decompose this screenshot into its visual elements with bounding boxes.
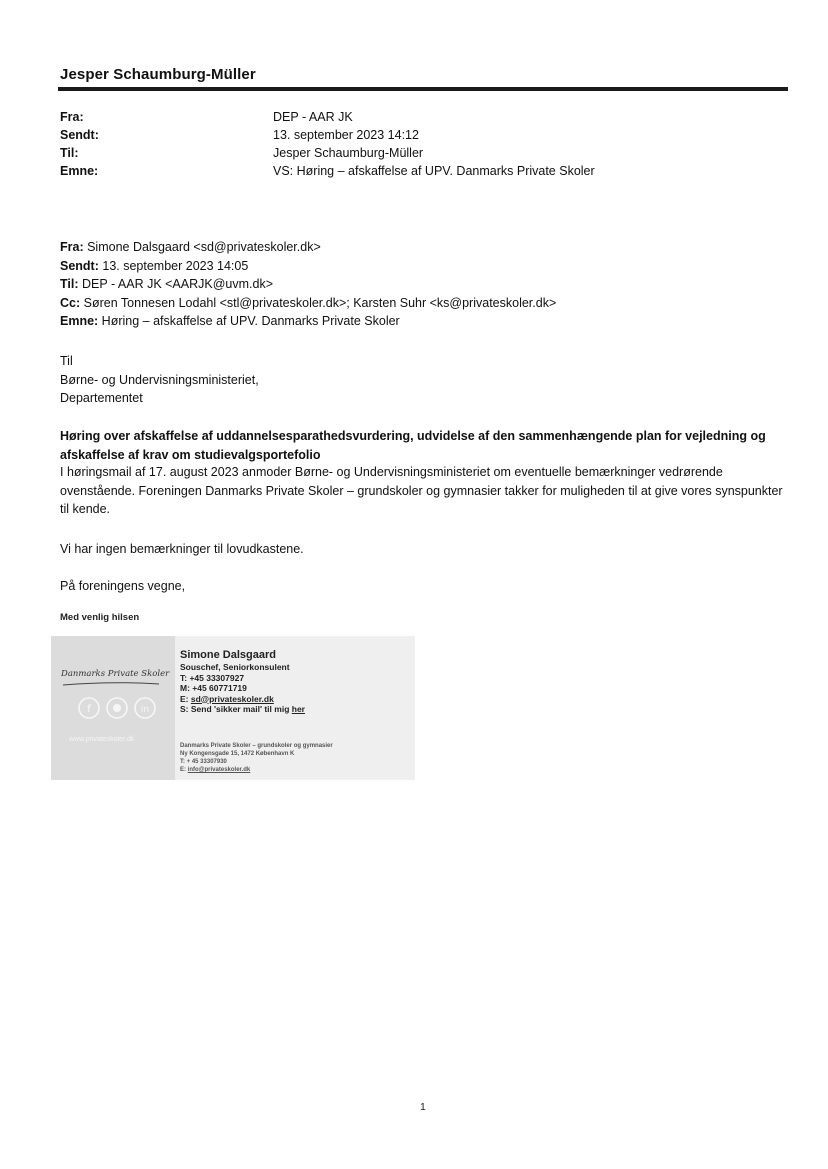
header-value: DEP - AAR JK [273, 110, 353, 124]
forwarded-cc-value: Søren Tonnesen Lodahl <stl@privateskoler.dk>; Karsten Suhr <ks@privateskoler.dk> [80, 295, 557, 310]
company-email-link[interactable]: info@privateskoler.dk [187, 767, 251, 773]
signoff: Med venlig hilsen [60, 612, 140, 623]
forwarded-to [60, 275, 556, 294]
letter-paragraph-1: I høringsmail af 17. august 2023 anmoder Børne- og Undervisningsministeriet om eventuelle bemærkninger vedrørende ovenstående. Foreningen Danmarks Private Skoler – grundskoler og gymnasier takker for muligheden til at give vores synspunkter til kende. [60, 465, 783, 516]
header-label: Emne: [60, 164, 99, 178]
email-signature [51, 636, 415, 780]
company-address: Ny Kongensgade 15, 1472 København K [180, 751, 295, 757]
signature-logo-panel [51, 636, 175, 780]
secure-mail-link[interactable]: her [291, 704, 305, 714]
website-link[interactable]: www.privateskoler.dk [69, 736, 135, 743]
social-icons [77, 696, 157, 720]
header-label: Fra: [60, 110, 84, 124]
forwarded-from-label: Fra: [60, 240, 84, 254]
forwarded-subject-value: Høring – afskaffelse af UPV. Danmarks Private Skoler [98, 314, 400, 328]
company-email-prefix: E: [180, 767, 188, 773]
signature-company-info [180, 742, 333, 774]
company-email-row [180, 766, 333, 774]
forwarded-from [60, 238, 556, 257]
signature-email-link[interactable]: sd@privateskoler.dk [190, 693, 274, 704]
letter-subject-heading: Høring over afskaffelse af uddannelsesparathedsvurdering, udvidelse af den sammenhængende plan for vejledning og afskaffelse af krav om studievalgsportefolio [60, 429, 766, 462]
document-owner-name: Jesper Schaumburg-Müller [60, 66, 256, 83]
company-name: Danmarks Private Skoler – grundskoler og gymnasier [180, 743, 333, 749]
address-line: Til [60, 354, 73, 368]
letter-paragraph-2: Vi har ingen bemærkninger til lovudkastene. [60, 542, 304, 556]
signature-contact [180, 648, 305, 715]
logo-swoosh-icon [61, 680, 161, 688]
letter-paragraph-3: På foreningens vegne, [60, 579, 186, 593]
svg-text:f: f [87, 702, 91, 715]
forwarded-cc [60, 294, 556, 313]
header-value: Jesper Schaumburg-Müller [273, 146, 424, 160]
signature-secure-row [180, 704, 305, 715]
forwarded-to-value: DEP - AAR JK <AARJK@uvm.dk> [78, 277, 274, 291]
svg-text:in: in [140, 705, 150, 715]
recipient-address [60, 352, 792, 408]
signature-title: Souschef, Seniorkonsulent [180, 662, 290, 672]
header-divider [58, 87, 788, 91]
forwarded-from-value: Simone Dalsgaard <sd@privateskoler.dk> [83, 240, 321, 254]
header-value: 13. september 2023 14:12 [273, 128, 419, 142]
signature-name: Simone Dalsgaard [180, 649, 276, 661]
forwarded-sent-label: Sendt: [60, 258, 99, 273]
header-value: VS: Høring – afskaffelse af UPV. Danmarks Private Skoler [273, 164, 595, 178]
address-line: Departementet [60, 391, 143, 405]
header-label: Sendt: [60, 128, 99, 142]
forwarded-cc-label: Cc: [60, 295, 81, 310]
address-line: Børne- og Undervisningsministeriet, [60, 372, 259, 387]
header-label: Til: [60, 146, 79, 160]
facebook-icon[interactable] [79, 698, 99, 718]
forwarded-subject-label: Emne: [60, 314, 99, 328]
company-phone: T: + 45 33307930 [180, 759, 227, 765]
organization-logo: Danmarks Private Skoler [61, 669, 170, 679]
forwarded-sent [60, 257, 556, 276]
forwarded-headers [60, 238, 556, 331]
secure-prefix: S: Send 'sikker mail' til mig [180, 704, 292, 714]
page-number: 1 [420, 1101, 426, 1113]
email-prefix: E: [180, 693, 191, 704]
linkedin-icon[interactable] [135, 698, 155, 718]
signature-mobile: M: +45 60771719 [180, 683, 247, 693]
twitter-icon[interactable] [107, 698, 127, 718]
signature-phone: T: +45 33307927 [180, 672, 245, 683]
forwarded-subject [60, 312, 556, 331]
signature-email-row [180, 694, 305, 705]
forwarded-sent-value: 13. september 2023 14:05 [98, 258, 249, 273]
forwarded-to-label: Til: [60, 277, 79, 291]
